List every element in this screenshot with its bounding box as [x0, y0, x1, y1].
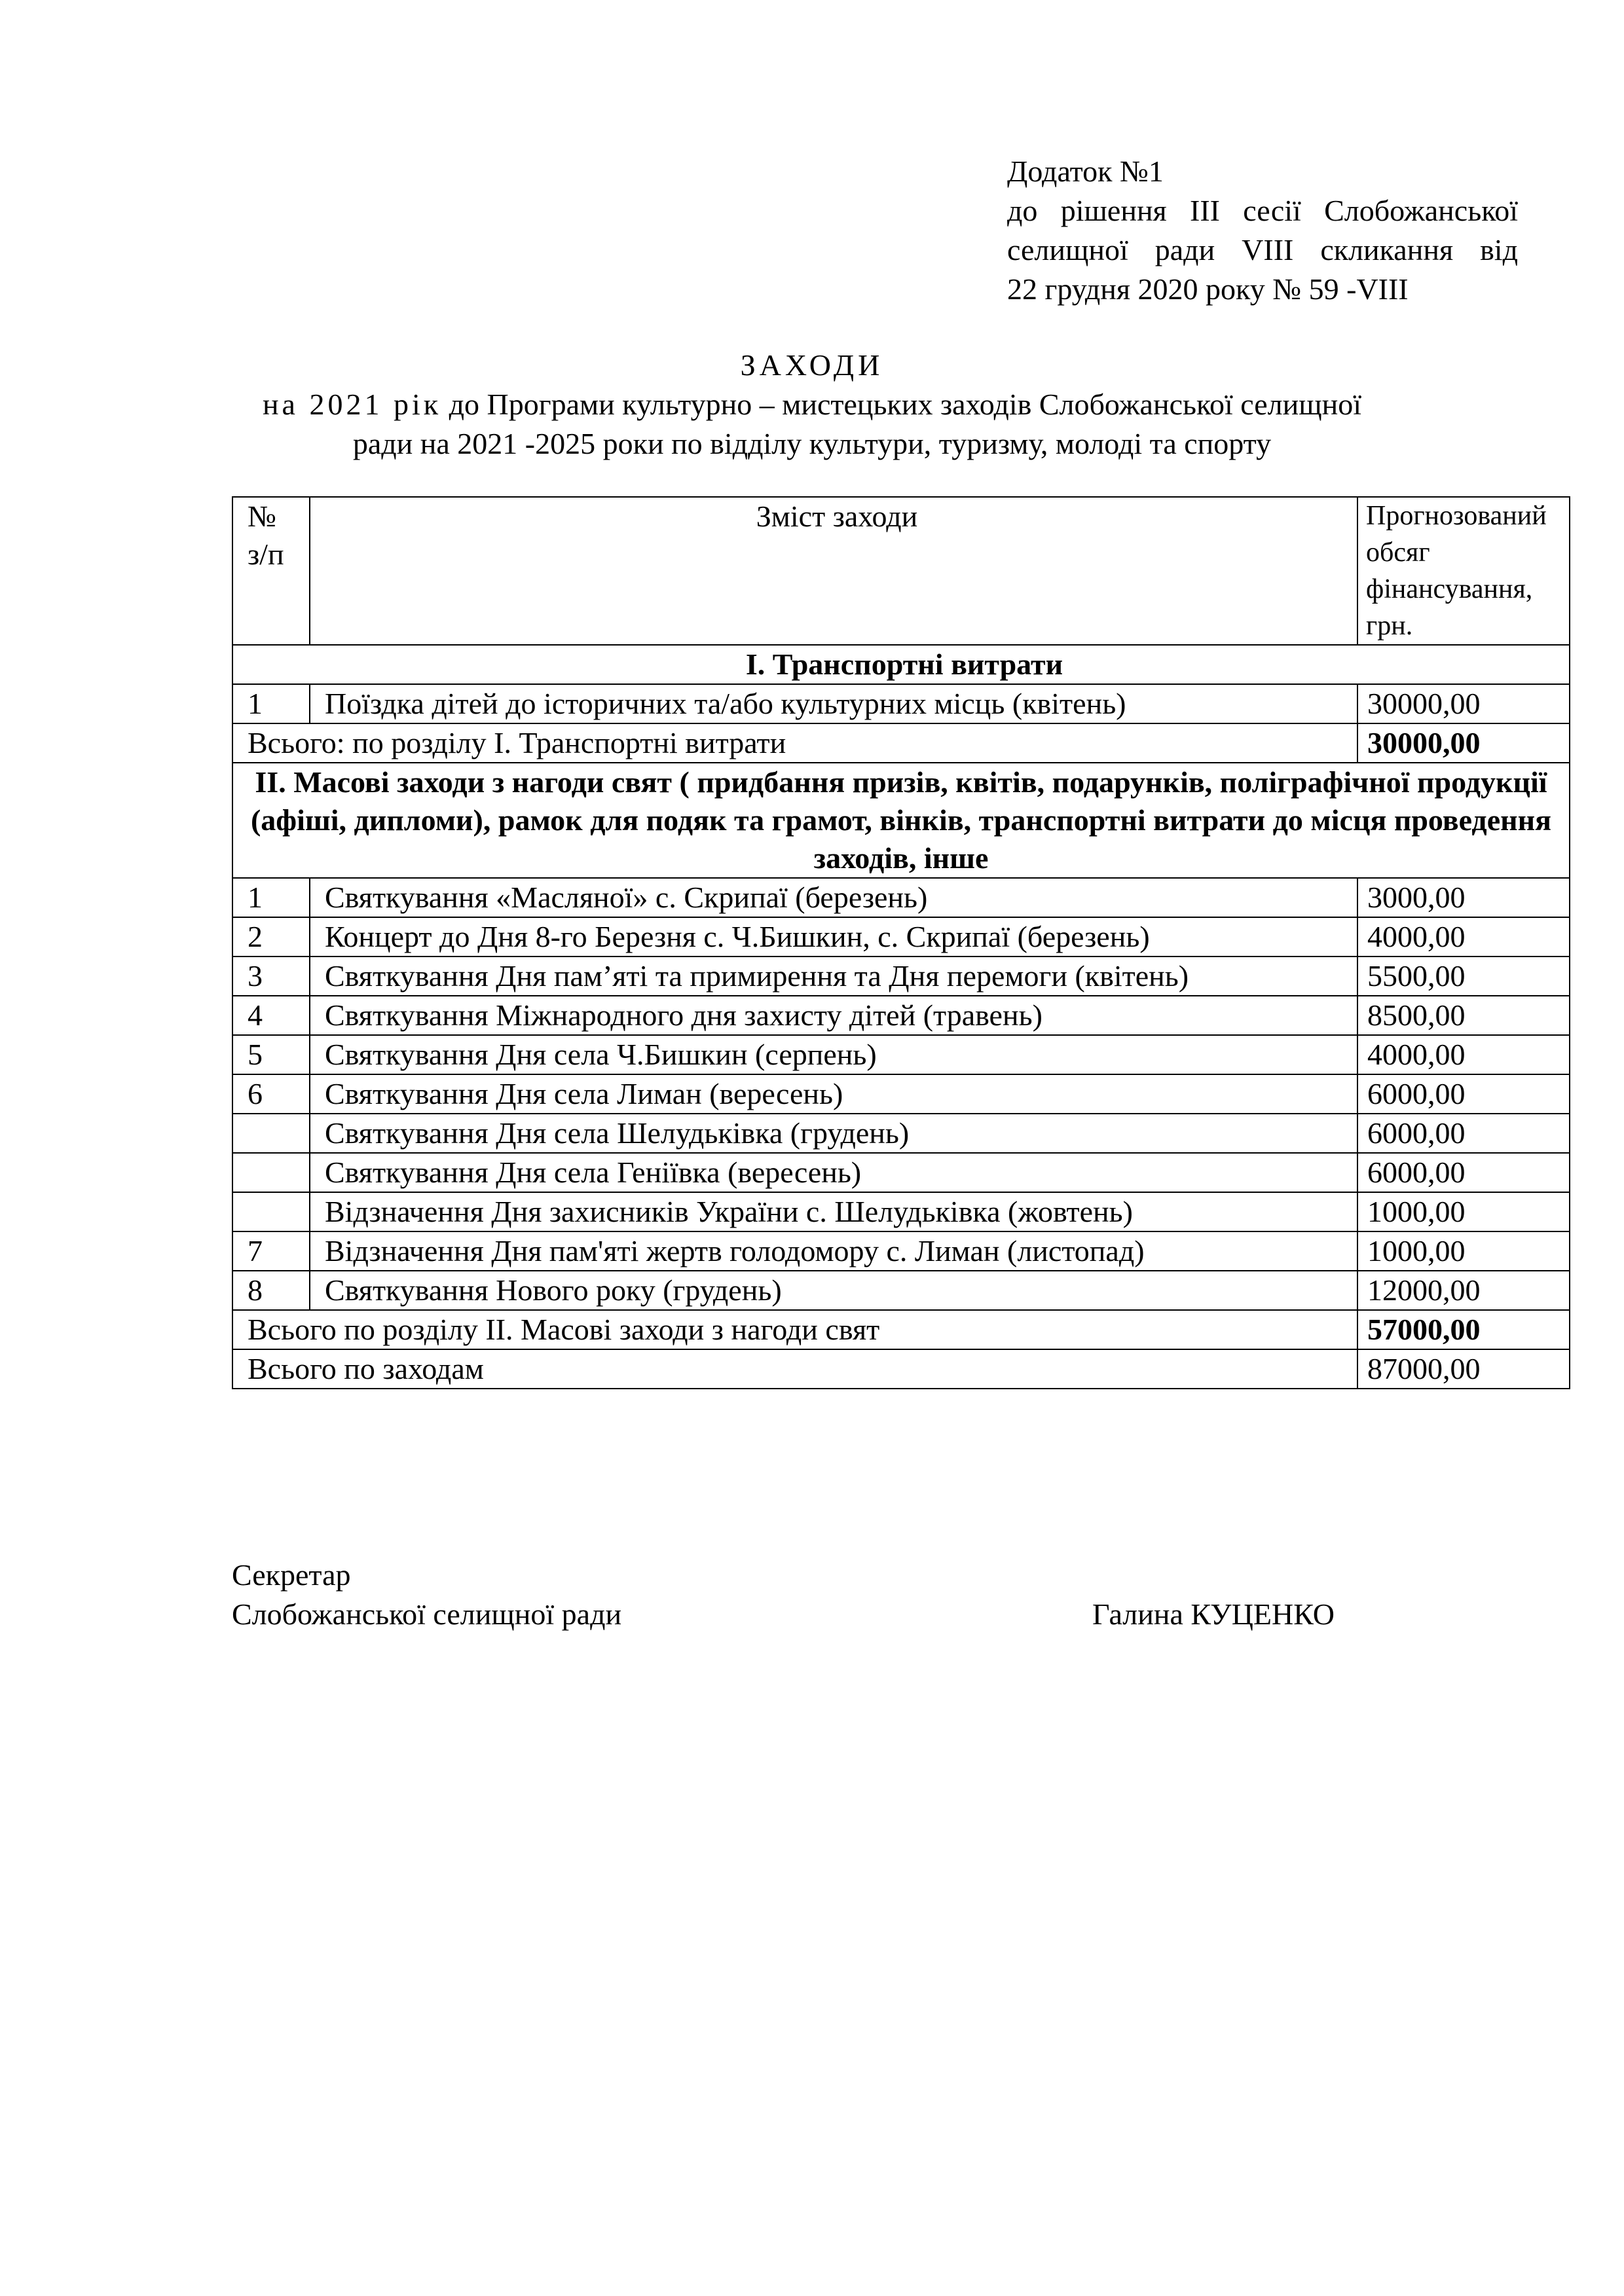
- table-row: [232, 1153, 1570, 1192]
- row-text: Святкування Дня села Шелудьківка (грудень): [310, 1114, 1357, 1153]
- grand-total-label: Всього по заходам: [232, 1349, 1357, 1389]
- signature-position-line-1: Секретар: [232, 1558, 351, 1592]
- appendix-line-1: Додаток №1: [1007, 155, 1164, 188]
- header-content: Зміст заходи: [310, 497, 1357, 645]
- title-program: до Програми культурно – мистецьких заходів Слобожанської селищної: [441, 388, 1362, 421]
- table-header-row: [232, 497, 1570, 645]
- header-amount: Прогнозований обсяг фінансування, грн.: [1357, 497, 1570, 645]
- title-main: ЗАХОДИ: [740, 348, 884, 382]
- row-num: 2: [232, 917, 310, 957]
- section-1-total-amount: 30000,00: [1357, 723, 1570, 763]
- row-num: [232, 1153, 310, 1192]
- section-1-title-row: [232, 645, 1570, 684]
- row-num: 8: [232, 1271, 310, 1310]
- row-num: 1: [232, 684, 310, 723]
- section-1-total-label: Всього: по розділу І. Транспортні витрати: [232, 723, 1357, 763]
- row-amount: 8500,00: [1357, 996, 1570, 1035]
- grand-total-amount: 87000,00: [1357, 1349, 1570, 1389]
- document-title: [196, 346, 1428, 464]
- row-text: Святкування Дня села Геніївка (вересень): [310, 1153, 1357, 1192]
- row-text: Святкування «Масляної» с. Скрипаї (березень): [310, 878, 1357, 917]
- row-amount: 5500,00: [1357, 957, 1570, 996]
- row-amount: 30000,00: [1357, 684, 1570, 723]
- row-num: [232, 1114, 310, 1153]
- grand-total-row: [232, 1349, 1570, 1389]
- row-text: Святкування Дня села Лиман (вересень): [310, 1074, 1357, 1114]
- appendix-line-2: до рішення ІІІ сесії Слобожанської: [1007, 194, 1518, 227]
- row-num: 6: [232, 1074, 310, 1114]
- section-2-total-amount: 57000,00: [1357, 1310, 1570, 1349]
- appendix-line-3: селищної ради VIІІ скликання від: [1007, 233, 1518, 266]
- row-num: 7: [232, 1231, 310, 1271]
- row-amount: 6000,00: [1357, 1114, 1570, 1153]
- row-text: Відзначення Дня захисників України с. Шелудьківка (жовтень): [310, 1192, 1357, 1231]
- table-row: [232, 917, 1570, 957]
- section-2-title: ІІ. Масові заходи з нагоди свят ( придбання призів, квітів, подарунків, поліграфічної продукції (афіші, дипломи), рамок для подяк та грамот, вінків, транспортні витрати до місця проведення заходів, інше: [232, 763, 1570, 878]
- row-text: Концерт до Дня 8-го Березня с. Ч.Бишкин, с. Скрипаї (березень): [310, 917, 1357, 957]
- row-num: 3: [232, 957, 310, 996]
- table-row: [232, 957, 1570, 996]
- table-row: [232, 684, 1570, 723]
- row-amount: 4000,00: [1357, 1035, 1570, 1074]
- row-amount: 4000,00: [1357, 917, 1570, 957]
- appendix-note: [1007, 152, 1518, 309]
- table-row: [232, 1271, 1570, 1310]
- section-1-title: І. Транспортні витрати: [232, 645, 1570, 684]
- signature-name: Галина КУЦЕНКО: [1092, 1597, 1335, 1631]
- appendix-line-4: 22 грудня 2020 року № 59 -VIІІ: [1007, 272, 1409, 306]
- row-amount: 12000,00: [1357, 1271, 1570, 1310]
- signature-block: [232, 1556, 1411, 1634]
- title-year: на 2021 рік: [262, 388, 442, 421]
- table-row: [232, 1035, 1570, 1074]
- row-text: Святкування Дня села Ч.Бишкин (серпень): [310, 1035, 1357, 1074]
- section-2-title-row: [232, 763, 1570, 878]
- row-amount: 6000,00: [1357, 1153, 1570, 1192]
- row-num: [232, 1192, 310, 1231]
- row-amount: 1000,00: [1357, 1192, 1570, 1231]
- row-amount: 3000,00: [1357, 878, 1570, 917]
- row-text: Святкування Міжнародного дня захисту дітей (травень): [310, 996, 1357, 1035]
- row-num: 1: [232, 878, 310, 917]
- table-row: [232, 1074, 1570, 1114]
- measures-table: [232, 496, 1570, 1389]
- row-amount: 6000,00: [1357, 1074, 1570, 1114]
- row-text: Відзначення Дня пам'яті жертв голодомору с. Лиман (листопад): [310, 1231, 1357, 1271]
- table-row: [232, 1114, 1570, 1153]
- row-text: Святкування Дня пам’яті та примирення та Дня перемоги (квітень): [310, 957, 1357, 996]
- table-row: [232, 1192, 1570, 1231]
- signature-position-line-2: Слобожанської селищної ради: [232, 1597, 622, 1631]
- row-text: Поїздка дітей до історичних та/або культурних місць (квітень): [310, 684, 1357, 723]
- section-2-total-row: [232, 1310, 1570, 1349]
- table-row: [232, 996, 1570, 1035]
- title-subtitle-line-2: ради на 2021 -2025 роки по відділу культури, туризму, молоді та спорту: [352, 427, 1272, 460]
- section-1-total-row: [232, 723, 1570, 763]
- section-2-total-label: Всього по розділу ІІ. Масові заходи з нагоди свят: [232, 1310, 1357, 1349]
- row-amount: 1000,00: [1357, 1231, 1570, 1271]
- title-subtitle-line-1: [196, 385, 1428, 424]
- row-num: 4: [232, 996, 310, 1035]
- row-num: 5: [232, 1035, 310, 1074]
- table-row: [232, 1231, 1570, 1271]
- row-text: Святкування Нового року (грудень): [310, 1271, 1357, 1310]
- table-row: [232, 878, 1570, 917]
- header-num: № з/п: [232, 497, 310, 645]
